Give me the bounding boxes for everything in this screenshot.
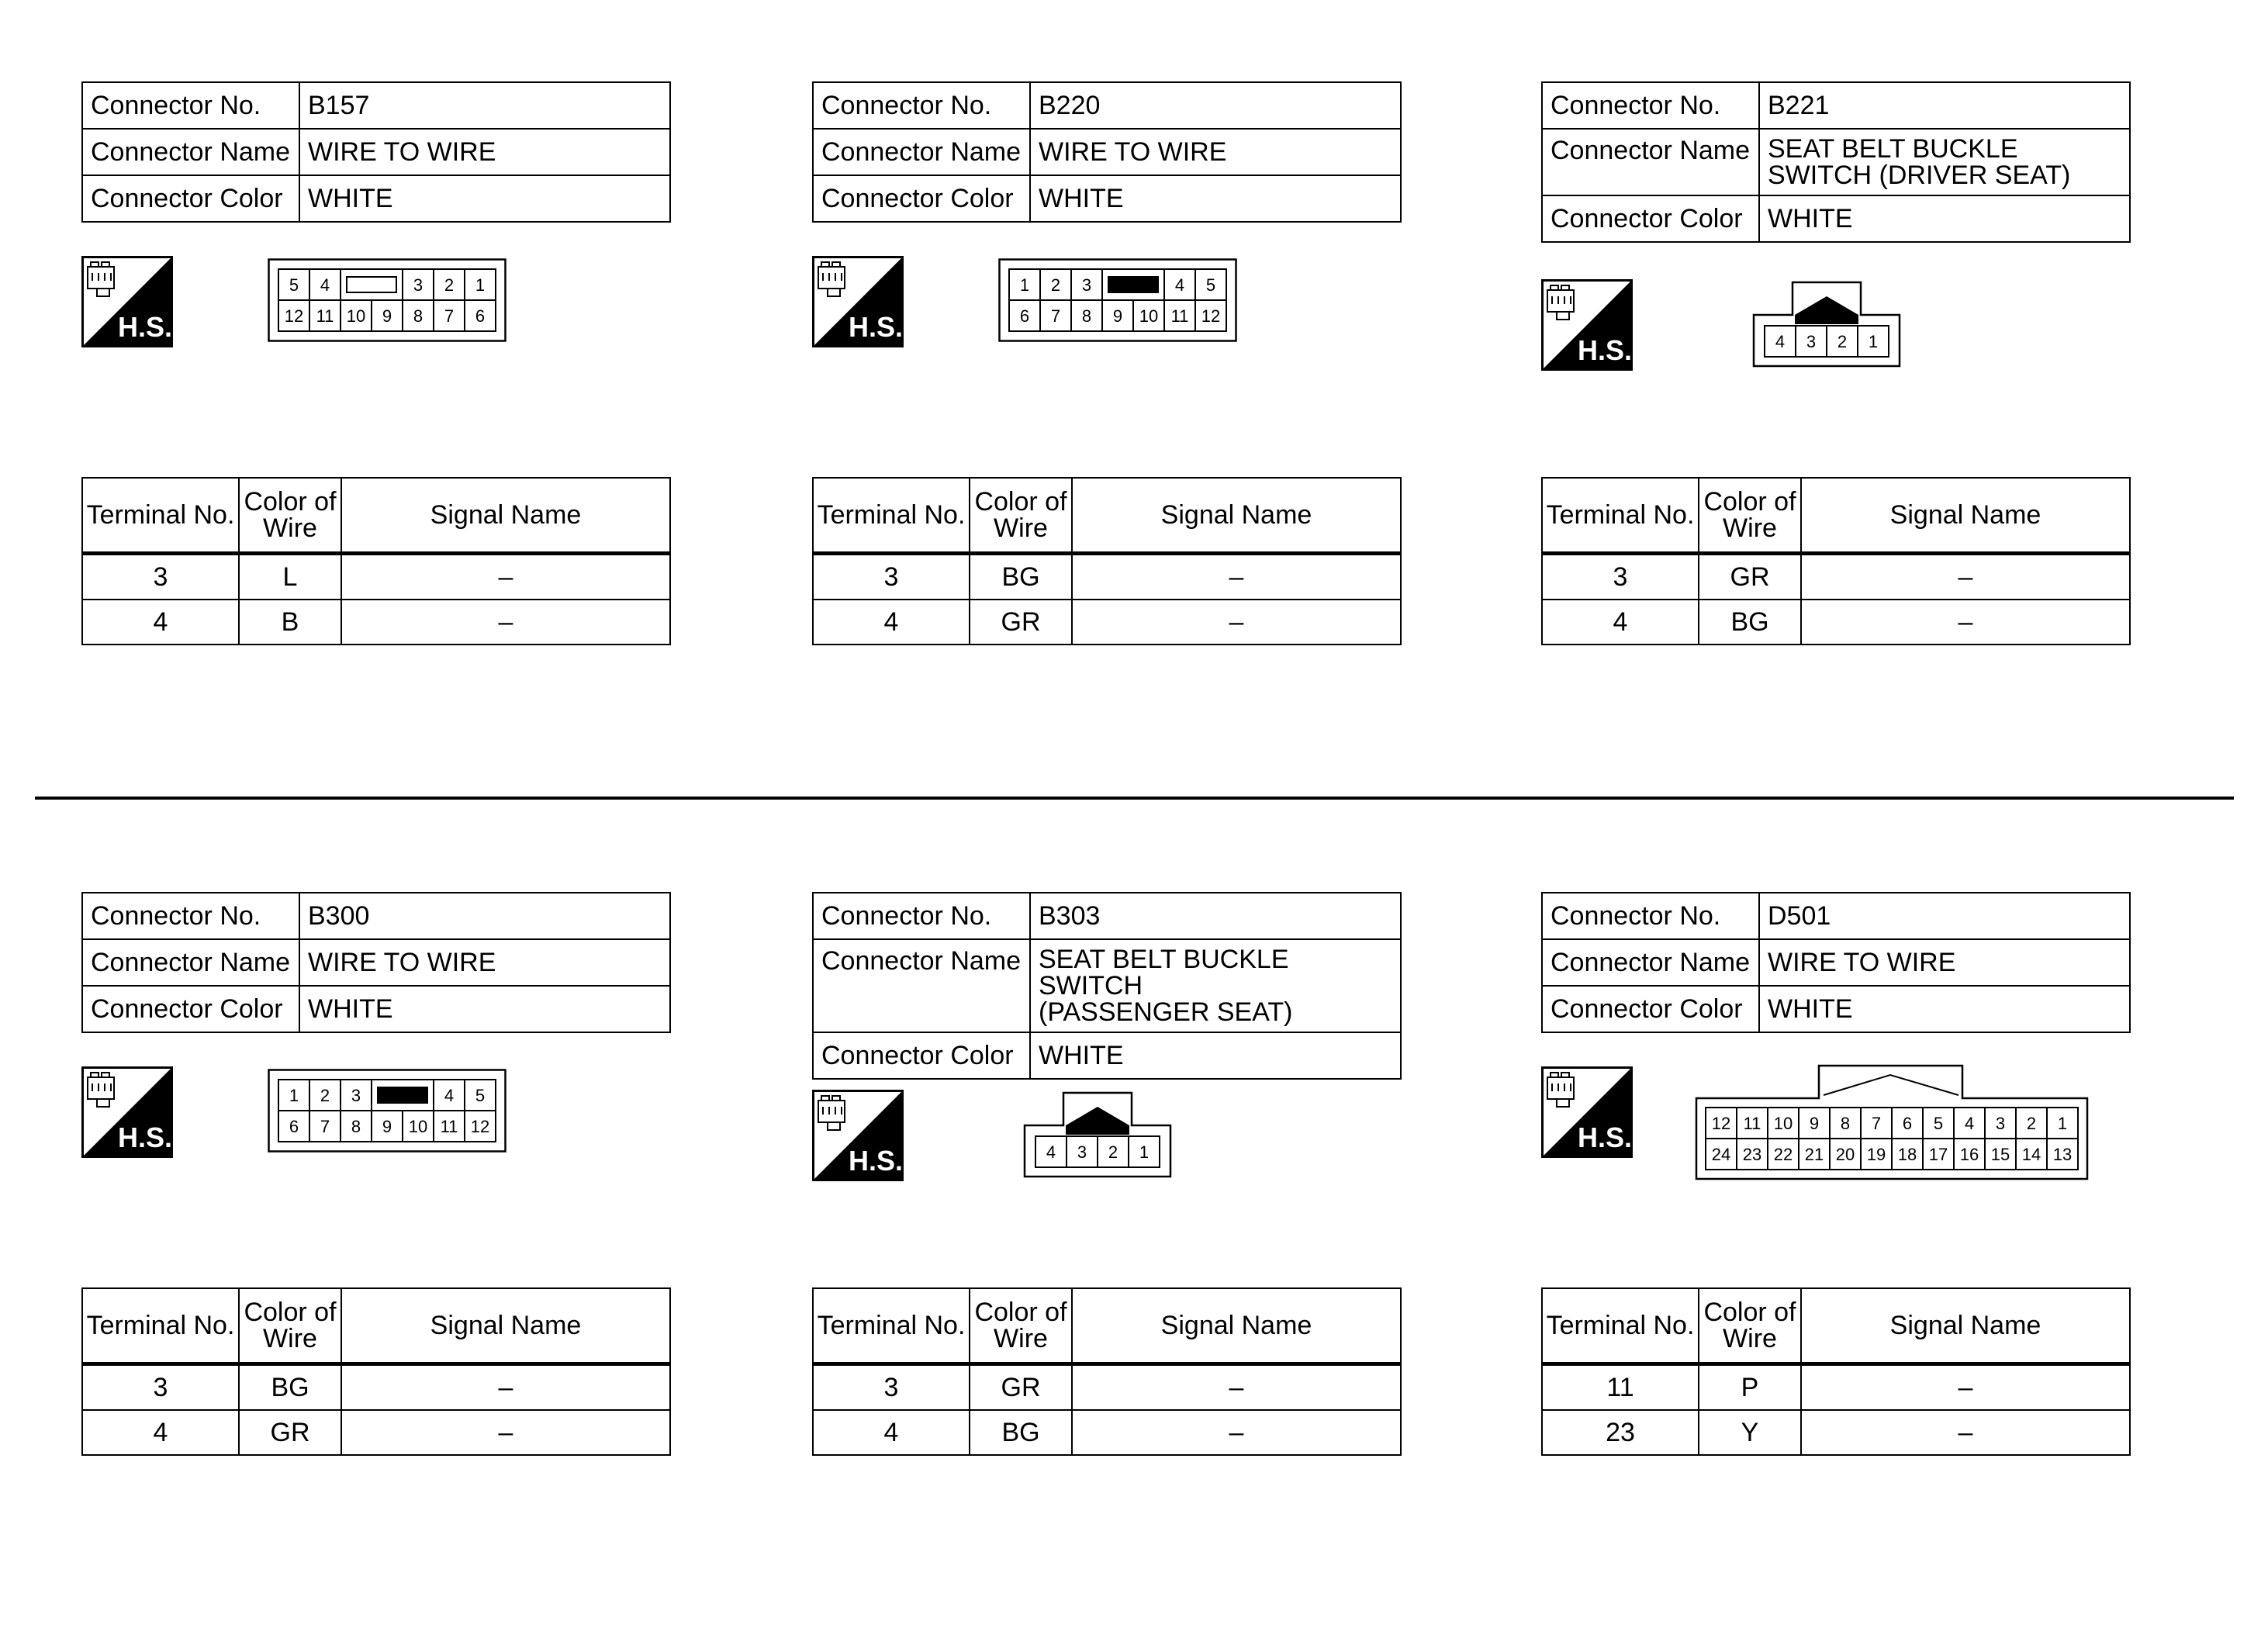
pin-number: 12 [470, 1117, 490, 1136]
hs-label: H.S. [848, 1145, 904, 1177]
connector-panel-b300 [81, 892, 671, 1590]
terminal-no-cell: 4 [82, 1410, 239, 1455]
wire-color-header-line: Color of [1703, 1298, 1796, 1327]
connector-number-label: Connector No. [82, 893, 299, 939]
connector-name-line: SEAT BELT BUCKLE SWITCH [1039, 945, 1289, 1001]
terminal-table-header [813, 478, 1401, 554]
connector-name-row [813, 939, 1401, 1032]
connector-panel-d501 [1541, 892, 2131, 1590]
pin-number: 17 [1928, 1145, 1948, 1164]
connector-info-table [1541, 892, 2131, 1033]
wire-color-header [970, 478, 1072, 554]
pin-number: 10 [346, 306, 366, 326]
connector-number-row [1542, 82, 2130, 129]
connector-color-value: WHITE [1030, 175, 1401, 222]
connector-color-label: Connector Color [813, 175, 1030, 222]
connector-name-line: WIRE TO WIRE [1768, 948, 1956, 977]
pin-number: 3 [1081, 275, 1092, 295]
terminal-table-header [82, 478, 670, 554]
wire-color-header [1699, 1288, 1801, 1364]
connector-name-line: WIRE TO WIRE [308, 137, 496, 167]
wire-color-header-line: Color of [974, 487, 1067, 517]
connector-number-label: Connector No. [82, 82, 299, 129]
pin-number: 10 [408, 1117, 428, 1136]
pin-number: 10 [1139, 306, 1159, 326]
table-row [813, 554, 1401, 600]
pin-number: 8 [413, 306, 424, 326]
terminal-table-header [1542, 1288, 2130, 1364]
wire-color-cell: P [1699, 1364, 1801, 1411]
connector-key [347, 277, 396, 292]
wire-color-header-line: Color of [1703, 487, 1796, 517]
wire-color-header [239, 1288, 341, 1364]
pin-number: 1 [475, 275, 486, 295]
wire-color-cell: B [239, 600, 341, 645]
connector-color-label: Connector Color [82, 175, 299, 222]
pin-number: 20 [1835, 1145, 1855, 1164]
wire-color-cell: Y [1699, 1410, 1801, 1455]
pin-number: 22 [1773, 1145, 1793, 1164]
wire-color-cell: GR [970, 600, 1072, 645]
pin-number: 4 [444, 1086, 455, 1105]
connector-color-label: Connector Color [1542, 986, 1759, 1032]
wire-color-header-line: Wire [263, 1324, 317, 1353]
table-row [82, 554, 670, 600]
connector-info-table [812, 81, 1402, 223]
connector-color-row [1542, 195, 2130, 242]
terminal-no-header: Terminal No. [82, 478, 239, 554]
connector-panel-b157 [81, 81, 671, 779]
terminal-no-cell: 4 [1542, 600, 1699, 645]
connector-number-row [813, 82, 1401, 129]
pin-number: 3 [351, 1086, 361, 1105]
connector-info-table [81, 892, 671, 1033]
pin-number: 18 [1897, 1145, 1917, 1164]
pin-number: 4 [1046, 1142, 1056, 1162]
connector-info-table [812, 892, 1402, 1080]
pin-number: 11 [316, 306, 334, 326]
harness-side-icon [812, 1090, 904, 1181]
wire-color-header-line: Wire [994, 1324, 1048, 1353]
pin-number: 2 [1837, 332, 1848, 351]
connector-name-line: WIRE TO WIRE [1039, 137, 1227, 167]
terminal-no-cell: 3 [82, 1364, 239, 1411]
pin-number: 2 [444, 275, 455, 295]
pin-number: 9 [382, 306, 392, 326]
terminal-no-cell: 3 [813, 1364, 970, 1411]
pin-number: 4 [1174, 275, 1185, 295]
hs-label: H.S. [1577, 334, 1633, 366]
terminal-no-cell: 11 [1542, 1364, 1699, 1411]
signal-name-cell: – [1801, 600, 2130, 645]
wire-color-cell: L [239, 554, 341, 600]
signal-name-cell: – [1801, 1410, 2130, 1455]
pin-number: 3 [1077, 1142, 1087, 1162]
terminal-table [1541, 477, 2131, 645]
terminal-no-header: Terminal No. [82, 1288, 239, 1364]
connector-name-row [1542, 129, 2130, 195]
connector-name-value [1759, 129, 2130, 195]
pin-number: 24 [1711, 1145, 1731, 1164]
wire-color-header [970, 1288, 1072, 1364]
connector-color-row [82, 986, 670, 1032]
harness-side-icon [1541, 279, 1633, 371]
pin-number: 2 [2026, 1114, 2037, 1133]
wire-color-header-line: Color of [244, 487, 337, 517]
connector-panel-b221 [1541, 81, 2131, 779]
pin-number: 6 [1019, 306, 1030, 326]
connector-color-value: WHITE [1759, 986, 2130, 1032]
connector-number-row [82, 82, 670, 129]
table-row [813, 600, 1401, 645]
connector-color-row [1542, 986, 2130, 1032]
signal-name-header: Signal Name [1072, 478, 1401, 554]
pin-number: 3 [1995, 1114, 2006, 1133]
wire-color-header-line: Wire [263, 513, 317, 543]
wire-color-header-line: Wire [1723, 1324, 1777, 1353]
terminal-table-header [813, 1288, 1401, 1364]
connector-color-row [82, 175, 670, 222]
pin-number: 3 [413, 275, 424, 295]
terminal-no-header: Terminal No. [813, 1288, 970, 1364]
pin-number: 10 [1773, 1114, 1793, 1133]
harness-side-icon [1541, 1066, 1633, 1158]
connector-name-label: Connector Name [813, 129, 1030, 175]
signal-name-cell: – [341, 1364, 670, 1411]
pin-number: 19 [1866, 1145, 1886, 1164]
connector-number-row [82, 893, 670, 939]
connector-name-line: SWITCH (DRIVER SEAT) [1768, 161, 2071, 190]
wire-color-cell: BG [1699, 600, 1801, 645]
table-row [1542, 600, 2130, 645]
signal-name-cell: – [1072, 1410, 1401, 1455]
pin-number: 9 [382, 1117, 392, 1136]
connector-name-value [1030, 129, 1401, 175]
pin-number: 12 [1201, 306, 1221, 326]
signal-name-header: Signal Name [1801, 1288, 2130, 1364]
terminal-no-header: Terminal No. [1542, 478, 1699, 554]
wire-color-cell: BG [970, 1410, 1072, 1455]
pin-number: 1 [1868, 332, 1879, 351]
connector-number-row [1542, 893, 2130, 939]
signal-name-cell: – [1801, 1364, 2130, 1411]
hs-label: H.S. [1577, 1121, 1633, 1153]
pin-number: 7 [320, 1117, 330, 1136]
table-row [1542, 1410, 2130, 1455]
pin-number: 13 [2052, 1145, 2073, 1164]
terminal-no-cell: 3 [1542, 554, 1699, 600]
pin-number: 7 [444, 306, 455, 326]
connector-face-diagram [268, 258, 506, 342]
terminal-table [81, 477, 671, 645]
wire-color-header [239, 478, 341, 554]
signal-name-cell: – [341, 1410, 670, 1455]
pin-number: 6 [1902, 1114, 1913, 1133]
wire-color-cell: BG [970, 554, 1072, 600]
terminal-no-cell: 4 [82, 600, 239, 645]
pin-number: 7 [1871, 1114, 1882, 1133]
terminal-no-cell: 3 [82, 554, 239, 600]
connector-number-value: B300 [299, 893, 670, 939]
pin-number: 11 [440, 1117, 458, 1136]
pin-number: 1 [289, 1086, 299, 1105]
connector-number-row [813, 893, 1401, 939]
signal-name-cell: – [1072, 1364, 1401, 1411]
connector-name-label: Connector Name [1542, 939, 1759, 986]
connector-name-value [299, 129, 670, 175]
signal-name-cell: – [1072, 600, 1401, 645]
table-row [82, 1364, 670, 1411]
connector-color-value: WHITE [299, 175, 670, 222]
connector-name-line: (PASSENGER SEAT) [1039, 997, 1293, 1027]
terminal-no-cell: 4 [813, 1410, 970, 1455]
pin-number: 2 [1108, 1142, 1118, 1162]
connector-name-line: WIRE TO WIRE [308, 948, 496, 977]
pin-number: 11 [1743, 1114, 1761, 1133]
pin-number: 4 [1775, 332, 1786, 351]
connector-number-label: Connector No. [813, 893, 1030, 939]
wire-color-header-line: Color of [244, 1298, 337, 1327]
connector-info-table [1541, 81, 2131, 243]
connector-info-table [81, 81, 671, 223]
wire-color-header-line: Color of [974, 1298, 1067, 1327]
connector-face-diagram [998, 258, 1237, 342]
hs-label: H.S. [117, 311, 173, 343]
wire-color-header-line: Wire [1723, 513, 1777, 543]
connector-number-label: Connector No. [1542, 82, 1759, 129]
connector-number-value: B157 [299, 82, 670, 129]
pin-number: 4 [1964, 1114, 1975, 1133]
pin-number: 7 [1050, 306, 1061, 326]
terminal-no-cell: 4 [813, 600, 970, 645]
section-divider [35, 797, 2234, 800]
connector-name-label: Connector Name [82, 129, 299, 175]
signal-name-header: Signal Name [341, 1288, 670, 1364]
pin-number: 6 [475, 306, 486, 326]
pin-number: 21 [1804, 1145, 1824, 1164]
pin-number: 4 [320, 275, 330, 295]
connector-name-label: Connector Name [82, 939, 299, 986]
pin-number: 11 [1170, 306, 1189, 326]
connector-number-value: B220 [1030, 82, 1401, 129]
connector-name-row [813, 129, 1401, 175]
terminal-no-header: Terminal No. [1542, 1288, 1699, 1364]
connector-name-row [82, 129, 670, 175]
pin-number: 9 [1112, 306, 1123, 326]
connector-name-label: Connector Name [813, 939, 1030, 1032]
signal-name-header: Signal Name [1801, 478, 2130, 554]
terminal-no-header: Terminal No. [813, 478, 970, 554]
terminal-table [812, 477, 1402, 645]
pin-number: 16 [1959, 1145, 1979, 1164]
pin-number: 1 [1019, 275, 1030, 295]
connector-name-row [82, 939, 670, 986]
pin-number: 1 [1139, 1142, 1150, 1162]
table-row [813, 1410, 1401, 1455]
pin-number: 12 [1711, 1114, 1731, 1133]
pin-number: 8 [1840, 1114, 1851, 1133]
pin-number: 5 [1205, 275, 1216, 295]
connector-name-value [299, 939, 670, 986]
table-row [1542, 554, 2130, 600]
connector-name-value [1030, 939, 1401, 1032]
connector-face-diagram [1023, 1091, 1172, 1178]
pin-number: 8 [351, 1117, 361, 1136]
pin-number: 12 [284, 306, 304, 326]
connector-number-value: B303 [1030, 893, 1401, 939]
connector-panel-b303 [812, 892, 1402, 1590]
terminal-table [1541, 1287, 2131, 1456]
connector-number-value: D501 [1759, 893, 2130, 939]
wire-color-header-line: Wire [994, 513, 1048, 543]
wire-color-cell: GR [970, 1364, 1072, 1411]
hs-label: H.S. [848, 311, 904, 343]
connector-color-value: WHITE [299, 986, 670, 1032]
connector-name-row [1542, 939, 2130, 986]
wire-color-cell: BG [239, 1364, 341, 1411]
table-row [82, 600, 670, 645]
pin-number: 3 [1806, 332, 1817, 351]
pin-number: 15 [1990, 1145, 2010, 1164]
signal-name-header: Signal Name [1072, 1288, 1401, 1364]
signal-name-cell: – [341, 600, 670, 645]
harness-side-icon [812, 256, 904, 347]
pin-number: 6 [289, 1117, 299, 1136]
terminal-table [812, 1287, 1402, 1456]
pin-number: 14 [2021, 1145, 2041, 1164]
pin-number: 9 [1809, 1114, 1820, 1133]
connector-color-label: Connector Color [82, 986, 299, 1032]
pin-number: 5 [289, 275, 299, 295]
connector-face-diagram [268, 1069, 506, 1153]
connector-key [1108, 277, 1158, 292]
terminal-no-cell: 23 [1542, 1410, 1699, 1455]
pin-number: 2 [320, 1086, 330, 1105]
table-row [82, 1410, 670, 1455]
connector-color-row [813, 1032, 1401, 1079]
connector-name-label: Connector Name [1542, 129, 1759, 195]
connector-number-value: B221 [1759, 82, 2130, 129]
connector-color-value: WHITE [1030, 1032, 1401, 1079]
pin-number: 2 [1050, 275, 1061, 295]
signal-name-cell: – [1801, 554, 2130, 600]
connector-color-row [813, 175, 1401, 222]
pin-number: 5 [475, 1086, 486, 1105]
signal-name-header: Signal Name [341, 478, 670, 554]
wire-color-cell: GR [1699, 554, 1801, 600]
connector-name-value [1759, 939, 2130, 986]
connector-face-diagram [1695, 1064, 2089, 1180]
table-row [1542, 1364, 2130, 1411]
wire-color-header [1699, 478, 1801, 554]
table-row [813, 1364, 1401, 1411]
connector-color-value: WHITE [1759, 195, 2130, 242]
wire-color-cell: GR [239, 1410, 341, 1455]
pin-number: 23 [1742, 1145, 1762, 1164]
terminal-table-header [82, 1288, 670, 1364]
connector-color-label: Connector Color [813, 1032, 1030, 1079]
harness-side-icon [81, 1066, 173, 1158]
pin-number: 5 [1933, 1114, 1944, 1133]
connector-panel-b220 [812, 81, 1402, 779]
signal-name-cell: – [1072, 554, 1401, 600]
connector-face-diagram [1752, 281, 1901, 368]
terminal-table [81, 1287, 671, 1456]
connector-key [378, 1087, 427, 1103]
signal-name-cell: – [341, 554, 670, 600]
terminal-table-header [1542, 478, 2130, 554]
harness-side-icon [81, 256, 173, 347]
connector-color-label: Connector Color [1542, 195, 1759, 242]
connector-number-label: Connector No. [813, 82, 1030, 129]
connector-number-label: Connector No. [1542, 893, 1759, 939]
pin-number: 1 [2057, 1114, 2068, 1133]
connector-name-line: SEAT BELT BUCKLE [1768, 134, 2018, 164]
pin-number: 8 [1081, 306, 1092, 326]
hs-label: H.S. [117, 1121, 173, 1153]
terminal-no-cell: 3 [813, 554, 970, 600]
